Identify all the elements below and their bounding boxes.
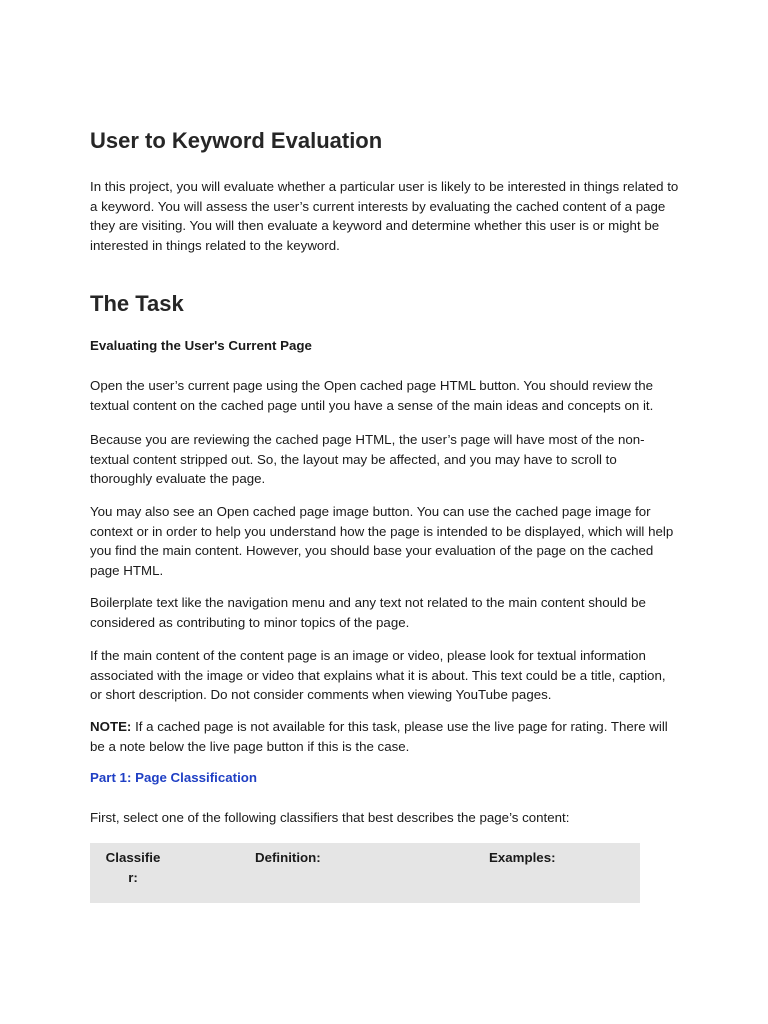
classifier-table-header — [90, 843, 640, 903]
part1-intro: First, select one of the following classifiers that best describes the page’s content: — [90, 810, 570, 825]
note-paragraph — [90, 717, 680, 756]
paragraph-cached-image: You may also see an Open cached page image button. You can use the cached page image for context or in order to help you understand how the page is intended to be displayed, which will help you find the main content. However, you should base your evaluation of the page on the cached page HTML. — [90, 504, 674, 578]
header-examples: Examples: — [489, 850, 556, 865]
paragraph-open-cached-page: Open the user’s current page using the Open cached page HTML button. You should review the textual content on the cached page until you have a sense of the main ideas and concepts on it. — [90, 378, 654, 413]
current-page-subheading: Evaluating the User's Current Page — [90, 338, 312, 353]
part1-heading: Part 1: Page Classification — [90, 770, 258, 785]
document-title: User to Keyword Evaluation — [90, 128, 383, 153]
task-heading: The Task — [90, 291, 184, 316]
header-definition: Definition: — [255, 850, 321, 865]
paragraph-boilerplate: Boilerplate text like the navigation menu and any text not related to the main content should be considered as contributing to minor topics of the page. — [90, 595, 646, 630]
intro-paragraph: In this project, you will evaluate whether a particular user is likely to be interested in things related to a keyword. You will assess the user’s current interests by evaluating the cached content of a page they are visiting. You will then evaluate a keyword and determine whether this user is or might be interested in things related to the keyword. — [90, 179, 679, 253]
header-classifier: Classifier: — [105, 850, 161, 885]
note-label: NOTE: — [90, 719, 132, 734]
paragraph-cached-html: Because you are reviewing the cached page HTML, the user’s page will have most of the non-textual content stripped out. So, the layout may be affected, and you may have to scroll to thoroughly evaluate the page. — [90, 432, 645, 487]
paragraph-image-video: If the main content of the content page is an image or video, please look for textual information associated with the image or video that explains what it is about. This text could be a title, caption, or short description. Do not consider comments when viewing YouTube pages. — [90, 648, 666, 703]
note-text: If a cached page is not available for this task, please use the live page for rating. There will be a note below the live page button if this is the case. — [90, 719, 668, 754]
